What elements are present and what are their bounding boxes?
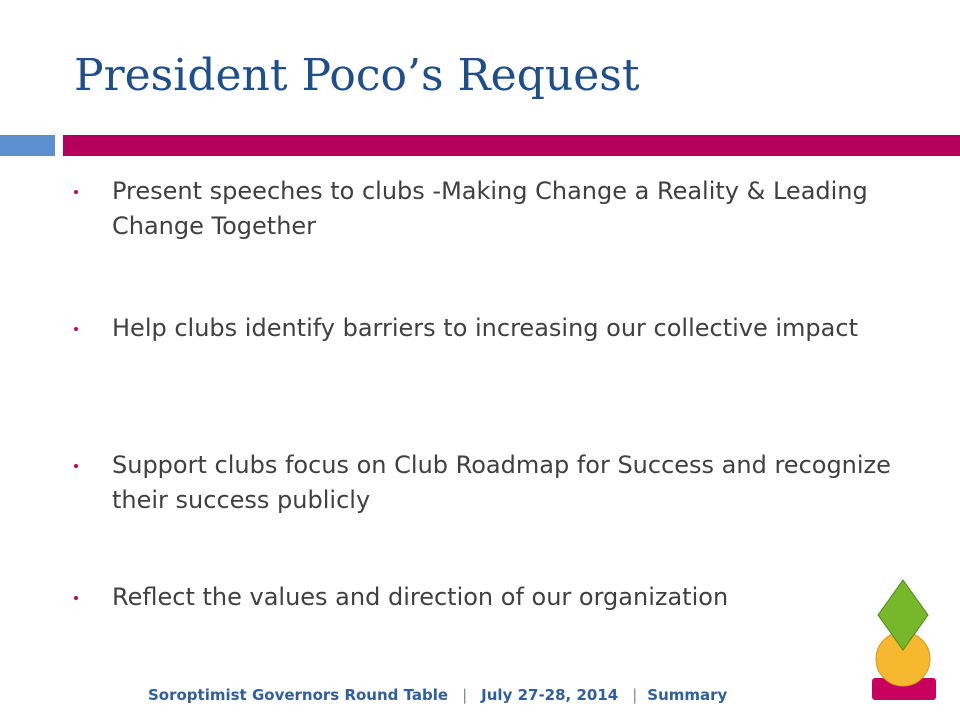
bullet-text: Help clubs identify barriers to increasing our collective impact <box>112 314 858 342</box>
bullet-dot-icon <box>74 190 78 194</box>
footer-event: Soroptimist Governors Round Table <box>148 686 449 704</box>
title-rule-blue <box>0 135 55 156</box>
bullet-text: Reflect the values and direction of our organization <box>112 583 729 611</box>
bullet-text: Support clubs focus on Club Roadmap for Success and recognize their success publicly <box>112 451 891 514</box>
slide-footer <box>148 685 727 705</box>
footer-section: Summary <box>647 686 728 704</box>
bullet-dot-icon <box>74 464 78 468</box>
title-rule-magenta <box>63 135 960 156</box>
bullet-dot-icon <box>74 596 78 600</box>
bullet-dot-icon <box>74 327 78 331</box>
footer-separator: | <box>632 686 638 704</box>
soroptimist-shapes-logo-icon <box>870 578 938 702</box>
footer-dates: July 27-28, 2014 <box>481 686 619 704</box>
footer-separator: | <box>462 686 468 704</box>
slide-title: President Poco’s Request <box>74 50 640 101</box>
bullet-text: Present speeches to clubs -Making Change a Reality & Leading Change Together <box>112 177 868 240</box>
